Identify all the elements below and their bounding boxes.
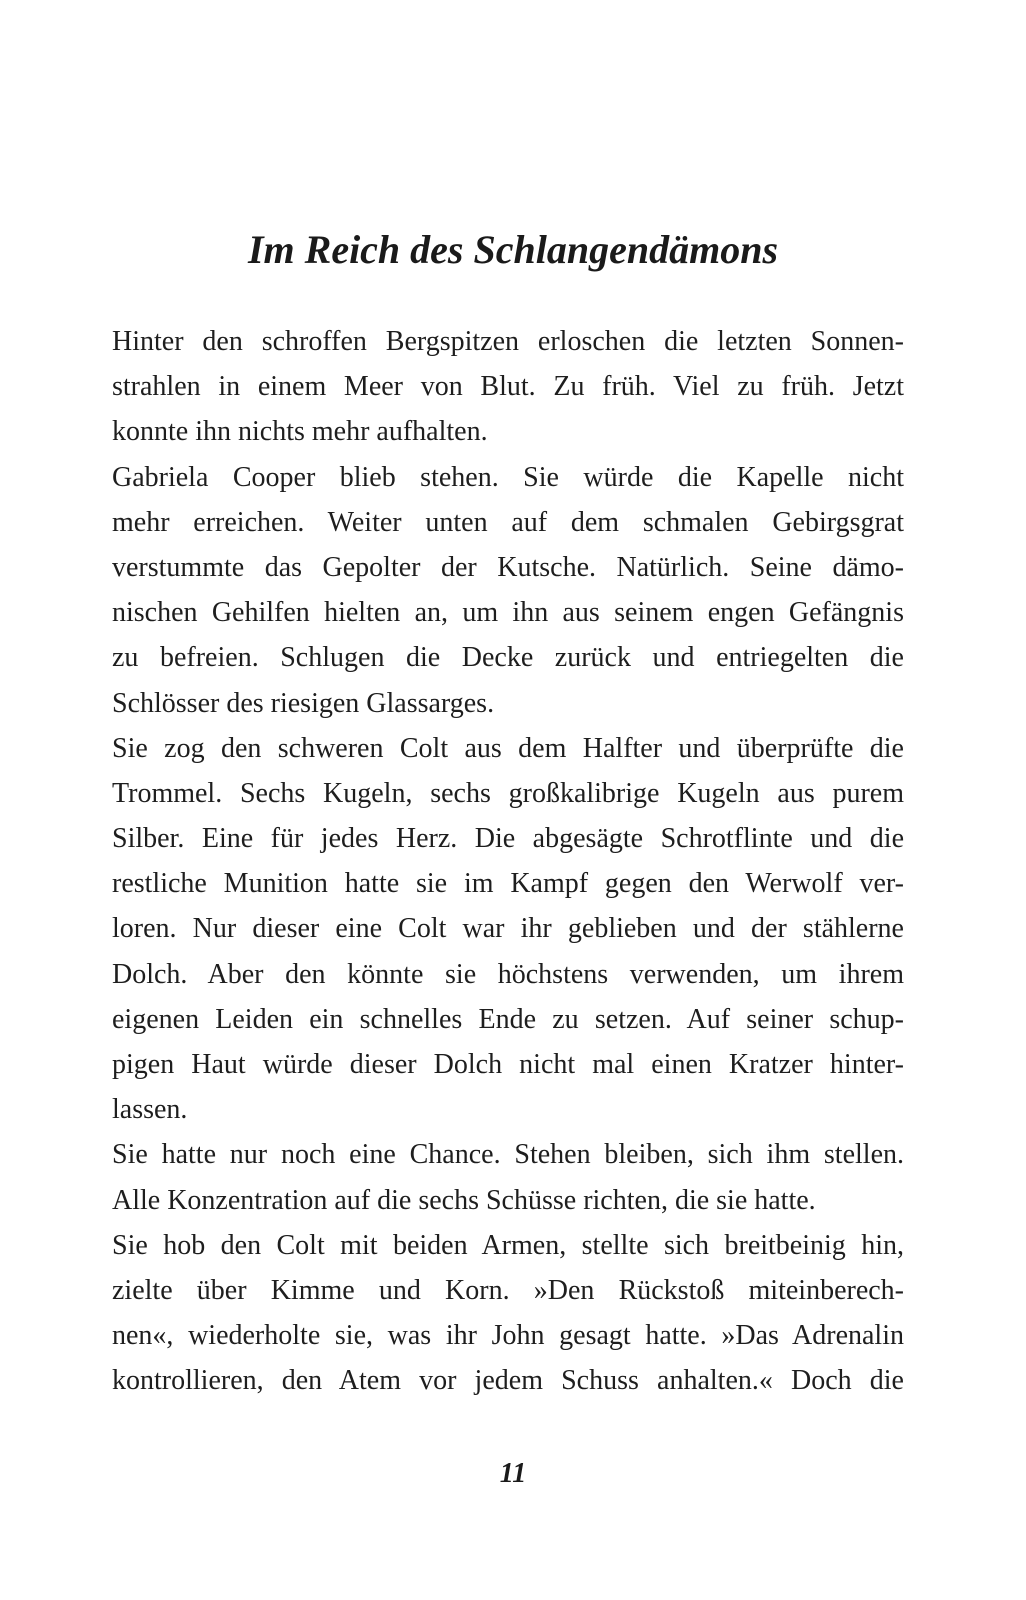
text-line: restliche Munition hatte sie im Kampf gegen den Werwolf ver- [112, 868, 904, 900]
chapter-title: Im Reich des Schlangendämons [247, 227, 779, 272]
text-line: loren. Nur dieser eine Colt war ihr geblieben und der stählerne [112, 913, 904, 945]
page-number: 11 [499, 1458, 527, 1489]
text-line: eigenen Leiden ein schnelles Ende zu setzen. Auf seiner schup- [112, 1003, 904, 1035]
text-line: strahlen in einem Meer von Blut. Zu früh. Viel zu früh. Jetzt [112, 371, 904, 403]
text-line: Gabriela Cooper blieb stehen. Sie würde die Kapelle nicht [112, 461, 904, 493]
text-line: nen«, wiederholte sie, was ihr John gesagt hatte. »Das Adrenalin [112, 1320, 904, 1352]
text-line: Sie zog den schweren Colt aus dem Halfter und überprüfte die [112, 732, 904, 764]
text-line: zielte über Kimme und Korn. »Den Rückstoß miteinberech- [112, 1274, 904, 1306]
text-line: Schlösser des riesigen Glassarges. [112, 687, 495, 719]
text-line: zu befreien. Schlugen die Decke zurück und entriegelten die [112, 642, 904, 674]
text-line: mehr erreichen. Weiter unten auf dem schmalen Gebirgsgrat [112, 506, 904, 538]
text-line: Hinter den schroffen Bergspitzen erloschen die letzten Sonnen- [112, 326, 904, 357]
text-line: Silber. Eine für jedes Herz. Die abgesägte Schrotflinte und die [112, 823, 904, 855]
text-line: pigen Haut würde dieser Dolch nicht mal einen Kratzer hinter- [112, 1049, 904, 1080]
text-line: Trommel. Sechs Kugeln, sechs großkalibrige Kugeln aus purem [112, 777, 904, 809]
text-line: Alle Konzentration auf die sechs Schüsse richten, die sie hatte. [112, 1184, 816, 1216]
text-line: Sie hob den Colt mit beiden Armen, stellte sich breitbeinig hin, [112, 1229, 904, 1261]
text-line: kontrollieren, den Atem vor jedem Schuss anhalten.« Doch die [112, 1365, 904, 1397]
text-line: nischen Gehilfen hielten an, um ihn aus seinem engen Gefängnis [112, 597, 904, 629]
text-line: lassen. [112, 1094, 188, 1126]
text-line: konnte ihn nichts mehr aufhalten. [112, 416, 488, 448]
text-line: verstummte das Gepolter der Kutsche. Natürlich. Seine dämo- [112, 551, 904, 583]
text-line: Dolch. Aber den könnte sie höchstens verwenden, um ihrem [112, 958, 904, 990]
body-text [112, 319, 904, 1404]
text-line: Sie hatte nur noch eine Chance. Stehen bleiben, sich ihm stellen. [112, 1139, 904, 1171]
